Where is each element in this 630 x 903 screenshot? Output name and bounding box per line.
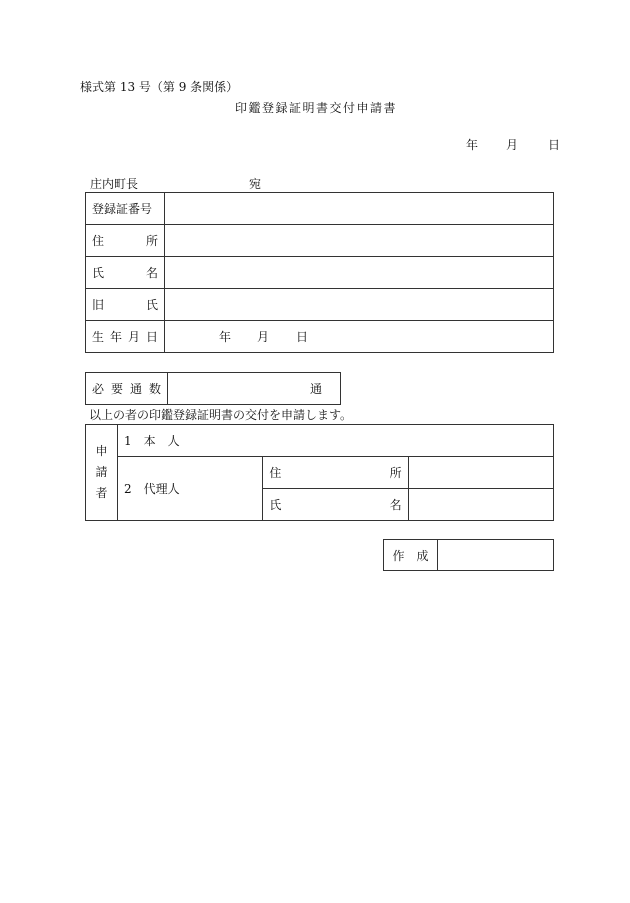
creation-field[interactable] — [438, 540, 554, 571]
table-row — [86, 321, 554, 353]
former-surname-field[interactable] — [165, 289, 554, 321]
date-month-label: 月 — [506, 138, 519, 152]
address-field[interactable] — [165, 225, 554, 257]
table-row — [86, 193, 554, 225]
copies-table — [85, 372, 341, 405]
registration-number-label: 登録証番号 — [86, 193, 165, 225]
name-field[interactable] — [165, 257, 554, 289]
applicant-self-option[interactable]: 1 本 人 — [118, 425, 554, 457]
copies-field[interactable] — [168, 373, 341, 405]
atena-label: 宛 — [249, 177, 262, 191]
table-row — [86, 257, 554, 289]
table-row — [86, 373, 341, 405]
date-year-label: 年 — [466, 138, 479, 152]
birthdate-field[interactable]: 年 月 日 — [165, 321, 554, 353]
table-row — [86, 289, 554, 321]
name-label: 氏 名 — [86, 257, 165, 289]
table-row — [384, 540, 554, 571]
document-title: 印鑑登録証明書交付申請書 — [235, 101, 398, 115]
copies-label: 必 要 通 数 — [86, 373, 168, 405]
birthdate-label: 生 年 月 日 — [86, 321, 165, 353]
agent-name-field[interactable] — [408, 489, 553, 521]
form-number: 様式第 13 号（第 9 条関係） — [80, 80, 239, 94]
address-label: 住 所 — [86, 225, 165, 257]
applicant-agent-option[interactable]: 2 代理人 — [118, 457, 263, 521]
table-row — [86, 425, 554, 457]
date-day-label: 日 — [548, 138, 561, 152]
application-statement: 以上の者の印鑑登録証明書の交付を申請します。 — [89, 408, 353, 422]
agent-name-label: 氏 名 — [263, 489, 408, 521]
applicant-info-table — [85, 192, 554, 353]
creation-table — [383, 539, 554, 571]
registration-number-field[interactable] — [165, 193, 554, 225]
agent-address-field[interactable] — [408, 457, 553, 489]
application-date — [466, 139, 560, 151]
table-row — [86, 225, 554, 257]
applicant-type-table — [85, 424, 554, 521]
addressee: 庄内町長 — [90, 177, 139, 191]
applicant-label: 申 請 者 — [86, 425, 118, 521]
table-row — [86, 457, 554, 489]
copies-unit: 通 — [309, 382, 322, 396]
former-surname-label: 旧 氏 — [86, 289, 165, 321]
creation-label: 作 成 — [384, 540, 438, 571]
agent-address-label: 住 所 — [263, 457, 408, 489]
